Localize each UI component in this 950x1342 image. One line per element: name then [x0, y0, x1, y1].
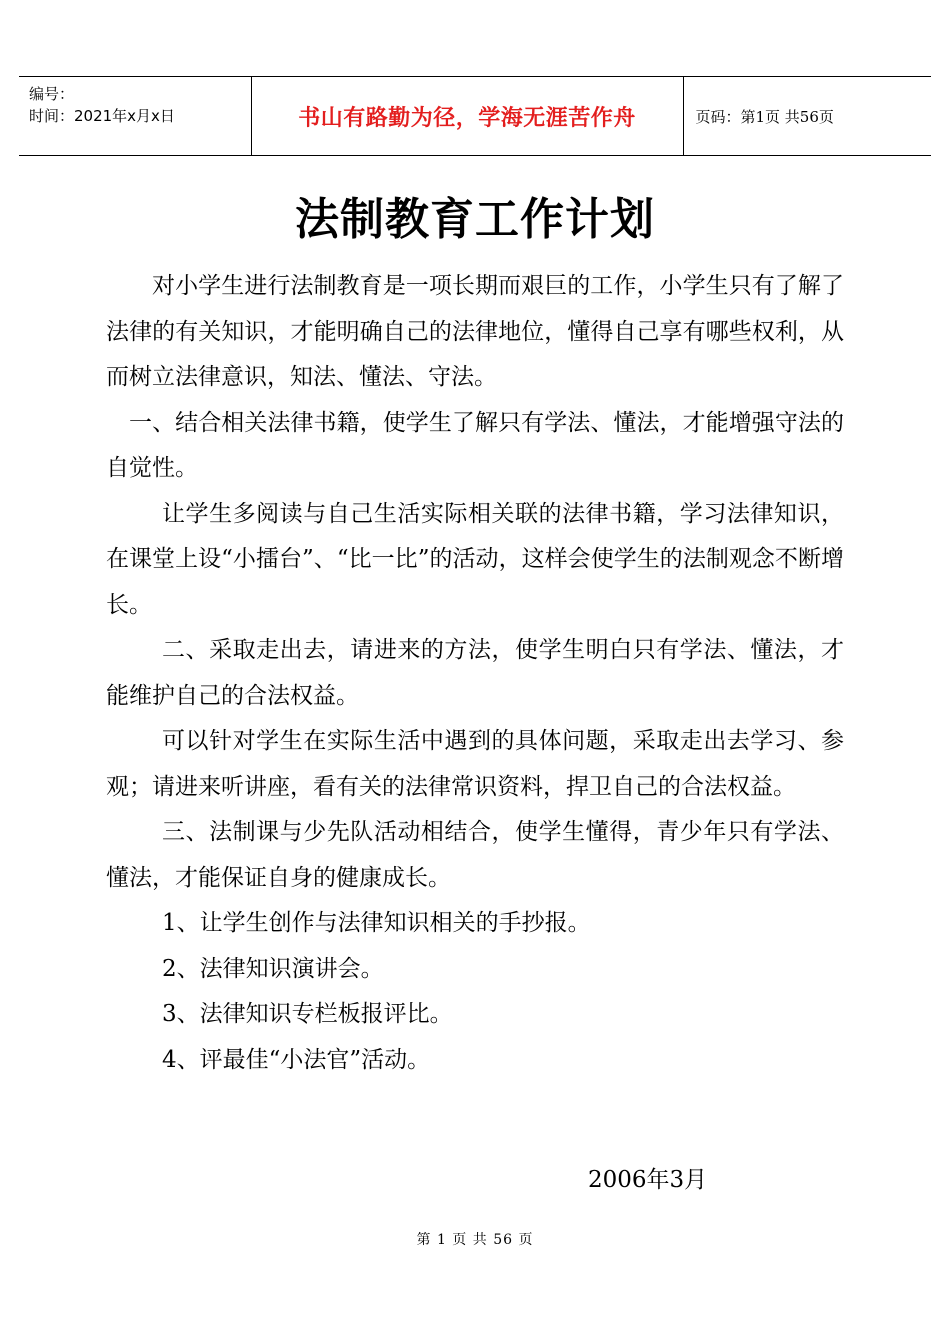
paragraph-section-one: 一、结合相关法律书籍，使学生了解只有学法、懂法，才能增强守法的自觉性。 — [106, 409, 844, 481]
document-title: 法制教育工作计划 — [295, 194, 655, 245]
document-date: 2006年3月 — [588, 1167, 708, 1193]
list-item-3: 3、法律知识专栏板报评比。 — [162, 1001, 453, 1027]
paragraph-section-two-detail: 可以针对学生在实际生活中遇到的具体问题，采取走出去学习、参观；请进来听讲座，看有关的法律常识资料，捍卫自己的合法权益。 — [106, 728, 844, 800]
paragraph-intro: 对小学生进行法制教育是一项长期而艰巨的工作，小学生只有了解了法律的有关知识，才能明确自己的法律地位，懂得自己享有哪些权利，从而树立法律意识，知法、懂法、守法。 — [106, 273, 844, 390]
paragraph-section-three: 三、法制课与少先队活动相结合，使学生懂得，青少年只有学法、懂法，才能保证自身的健康成长。 — [106, 819, 844, 891]
list-item-1: 1、让学生创作与法律知识相关的手抄报。 — [162, 910, 591, 936]
document-body — [106, 264, 844, 1083]
motto-cell — [251, 77, 683, 156]
paragraph-section-one-detail: 让学生多阅读与自己生活实际相关联的法律书籍，学习法律知识，在课堂上设“小擂台”、“比一比”的活动，这样会使学生的法制观念不断增长。 — [106, 500, 844, 618]
list-item-4: 4、评最佳“小法官”活动。 — [162, 1046, 431, 1073]
list-item-2: 2、法律知识演讲会。 — [162, 955, 384, 982]
paragraph-section-two: 二、采取走出去，请进来的方法，使学生明白只有学法、懂法，才能维护自己的合法权益。 — [106, 637, 844, 709]
motto-text: 书山有路勤为径，学海无涯苦作舟 — [298, 104, 636, 131]
header-meta-cell — [19, 77, 251, 156]
page-footer: 第 1 页 共 56 页 — [416, 1232, 534, 1248]
number-label: 编号： — [29, 85, 75, 103]
time-label: 时间：2021年x月x日 — [29, 107, 175, 125]
page-info-cell — [683, 77, 931, 156]
header-table — [19, 76, 931, 156]
page-info-text: 页码：第1页 共56页 — [695, 107, 834, 126]
